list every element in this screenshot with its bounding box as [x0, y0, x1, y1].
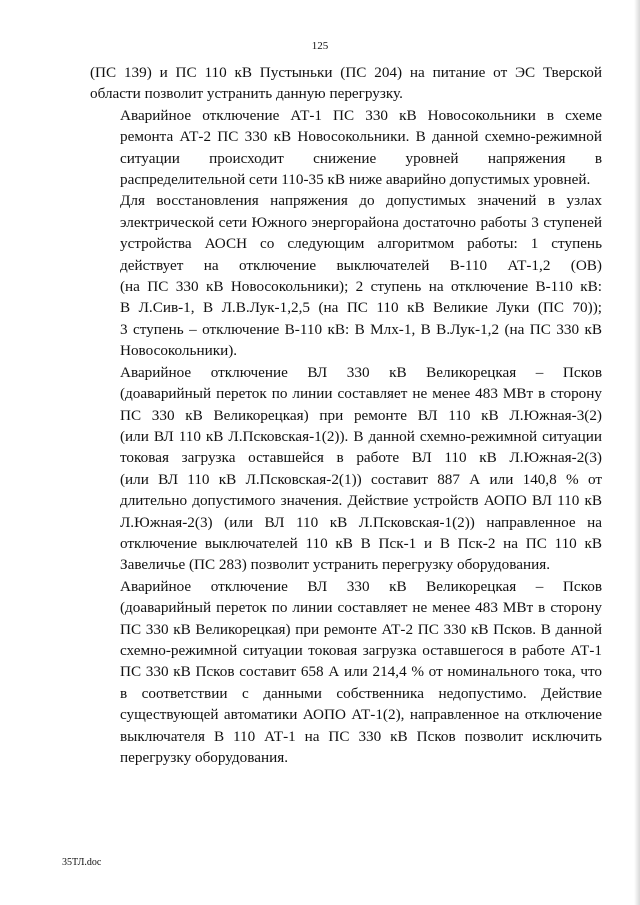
text-line: Завеличье (ПС 283) позволит устранить перегрузку оборудования. [120, 556, 550, 574]
text-line: ПС 330 кВ Великорецкая) при ремонте АТ-2 ПС 330 кВ Псков. В данной [120, 620, 602, 638]
paragraph-aosn-restoration [90, 190, 602, 361]
text-line: отключение выключателей 110 кВ В Пск-1 и В Пск-2 на ПС 110 кВ [120, 534, 602, 552]
text-line: Л.Южная-2(3) (или ВЛ 110 кВ Л.Псковская-1(2)) направленное на [120, 513, 602, 531]
text-line: (доаварийный переток по линии составляет не менее 483 МВт в сторону [120, 385, 602, 403]
text-line: в соответствии с данными собственника недопустимо. Действие [120, 684, 602, 702]
text-line: выключателя В 110 АТ-1 на ПС 330 кВ Псков позволит исключить [120, 727, 602, 745]
text-line: Аварийное отключение ВЛ 330 кВ Великорецкая – Псков [120, 577, 602, 595]
text-line: длительно допустимого значения. Действие устройств АОПО ВЛ 110 кВ [120, 492, 602, 510]
text-line: (или ВЛ 110 кВ Л.Псковская-2(1)) составит 887 А или 140,8 % от [120, 470, 602, 488]
paragraph-at1-novosokolniki [90, 105, 602, 191]
text-line: действует на отключение выключателей В-110 АТ-1,2 (ОВ) [120, 256, 602, 274]
text-line: электрической сети Южного энергорайона достаточно работы 3 ступеней [120, 213, 602, 231]
text-line: Аварийное отключение ВЛ 330 кВ Великорецкая – Псков [120, 363, 602, 381]
text-line: ремонта АТ-2 ПС 330 кВ Новосокольники. В данной схемно-режимной [120, 128, 602, 146]
text-line: (ПС 139) и ПС 110 кВ Пустыньки (ПС 204) на питание от ЭС Тверской [90, 64, 602, 81]
scan-edge-shadow [634, 0, 640, 905]
text-line: 3 ступень – отключение В-110 кВ: В Млх-1, В В.Лук-1,2 (на ПС 330 кВ [120, 320, 602, 338]
text-line: перегрузку оборудования. [120, 749, 288, 766]
text-line: области позволит устранить данную перегрузку. [90, 85, 403, 103]
page-number: 125 [311, 40, 329, 52]
text-line: токовая загрузка оставшейся в работе ВЛ 110 кВ Л.Южная-2(3) [120, 449, 602, 467]
text-line: Новосокольники). [120, 342, 238, 360]
text-line: Аварийное отключение АТ-1 ПС 330 кВ Новосокольники в схеме [120, 106, 602, 124]
text-line: ПС 330 кВ Великорецкая) при ремонте ВЛ 110 кВ Л.Южная-3(2) [120, 406, 602, 424]
footer-filename: 35ТЛ.doc [62, 857, 102, 868]
text-line: (или ВЛ 110 кВ Л.Псковская-1(2)). В данной схемно-режимной ситуации [120, 427, 602, 445]
paragraph-continuation [90, 62, 602, 105]
document-body [90, 62, 602, 768]
text-line: схемно-режимной ситуации токовая загрузка оставшегося в работе АТ-1 [120, 641, 602, 659]
text-line: В Л.Сив-1, В Л.В.Лук-1,2,5 (на ПС 110 кВ Великие Луки (ПС 70)); [120, 299, 602, 317]
text-line: ситуации происходит снижение уровней напряжения в [120, 149, 602, 167]
text-line: (на ПС 330 кВ Новосокольники); 2 ступень на отключение В-110 кВ: [120, 278, 602, 296]
text-line: (доаварийный переток по линии составляет не менее 483 МВт в сторону [120, 599, 602, 617]
text-line: распределительной сети 110-35 кВ ниже аварийно допустимых уровней. [120, 171, 591, 189]
text-line: устройства АОСН со следующим алгоритмом работы: 1 ступень [120, 235, 602, 253]
text-line: ПС 330 кВ Псков составит 658 А или 214,4 % от номинального тока, что [120, 663, 602, 681]
text-line: Для восстановления напряжения до допустимых значений в узлах [120, 192, 602, 210]
paragraph-vl330-yuzhnaya [90, 362, 602, 576]
paragraph-vl330-at2-pskov [90, 576, 602, 769]
text-line: существующей автоматики АОПО АТ-1(2), направленное на отключение [120, 706, 602, 724]
